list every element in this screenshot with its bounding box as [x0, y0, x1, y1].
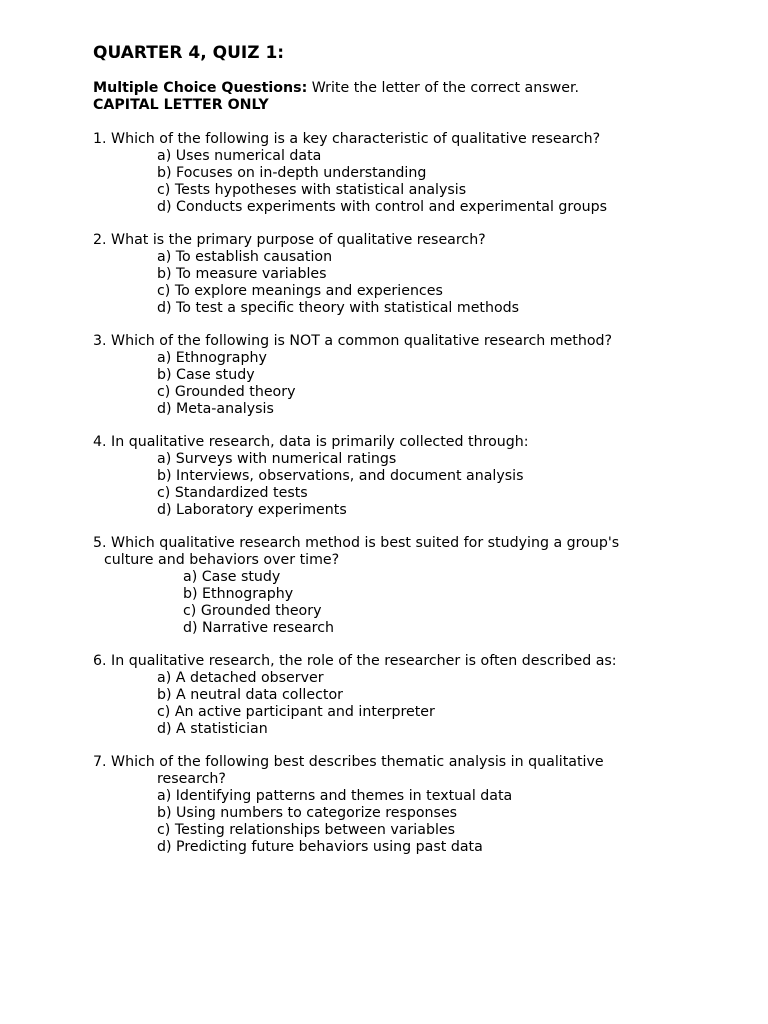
question-6	[93, 653, 733, 738]
option-d: d) Conducts experiments with control and experimental groups	[157, 199, 608, 215]
question-7	[93, 754, 733, 856]
question-text-continuation: culture and behaviors over time?	[104, 552, 340, 568]
option-a: a) Case study	[183, 569, 281, 585]
option-c: c) Tests hypotheses with statistical analysis	[157, 182, 467, 198]
question-5	[93, 535, 733, 637]
option-b: b) Case study	[157, 367, 255, 383]
option-d: d) Meta-analysis	[157, 401, 274, 417]
question-2	[93, 232, 733, 317]
question-text-continuation: research?	[157, 771, 226, 787]
question-text: 7. Which of the following best describes thematic analysis in qualitative	[93, 754, 604, 770]
option-a: a) Uses numerical data	[157, 148, 322, 164]
question-3	[93, 333, 733, 418]
question-4	[93, 434, 733, 519]
option-a: a) To establish causation	[157, 249, 333, 265]
option-list	[93, 350, 733, 418]
option-c: c) Grounded theory	[157, 384, 296, 400]
option-d: d) Laboratory experiments	[157, 502, 347, 518]
option-b: b) Focuses on in-depth understanding	[157, 165, 427, 181]
option-c: c) An active participant and interpreter	[157, 704, 435, 720]
option-b: b) To measure variables	[157, 266, 327, 282]
question-text: 2. What is the primary purpose of qualitative research?	[93, 232, 486, 248]
option-a: a) A detached observer	[157, 670, 324, 686]
question-text: 3. Which of the following is NOT a common qualitative research method?	[93, 333, 613, 349]
option-a: a) Ethnography	[157, 350, 267, 366]
option-b: b) A neutral data collector	[157, 687, 343, 703]
option-list	[93, 148, 733, 216]
option-d: d) To test a specific theory with statistical methods	[157, 300, 520, 316]
page-title: QUARTER 4, QUIZ 1:	[93, 43, 285, 63]
question-list	[93, 131, 733, 872]
instructions-note: CAPITAL LETTER ONLY	[93, 97, 269, 113]
question-text: 6. In qualitative research, the role of the researcher is often described as:	[93, 653, 617, 669]
option-b: b) Interviews, observations, and document analysis	[157, 468, 524, 484]
option-d: d) A statistician	[157, 721, 268, 737]
option-c: c) Testing relationships between variables	[157, 822, 456, 838]
question-text: 4. In qualitative research, data is primarily collected through:	[93, 434, 529, 450]
option-list	[93, 569, 733, 637]
option-c: c) Grounded theory	[183, 603, 322, 619]
option-list	[93, 249, 733, 317]
option-list	[93, 451, 733, 519]
option-d: d) Predicting future behaviors using past data	[157, 839, 483, 855]
question-text: 1. Which of the following is a key characteristic of qualitative research?	[93, 131, 601, 147]
option-b: b) Using numbers to categorize responses	[157, 805, 458, 821]
instructions-line	[93, 80, 693, 97]
question-text: 5. Which qualitative research method is best suited for studying a group's	[93, 535, 620, 551]
option-c: c) Standardized tests	[157, 485, 308, 501]
option-list	[93, 788, 733, 856]
option-list	[93, 670, 733, 738]
instructions-label: Multiple Choice Questions:	[93, 80, 308, 96]
option-b: b) Ethnography	[183, 586, 294, 602]
option-d: d) Narrative research	[183, 620, 334, 636]
option-c: c) To explore meanings and experiences	[157, 283, 443, 299]
instructions	[93, 80, 693, 114]
instructions-text: Write the letter of the correct answer.	[307, 80, 579, 96]
option-a: a) Identifying patterns and themes in textual data	[157, 788, 513, 804]
question-1	[93, 131, 733, 216]
option-a: a) Surveys with numerical ratings	[157, 451, 397, 467]
